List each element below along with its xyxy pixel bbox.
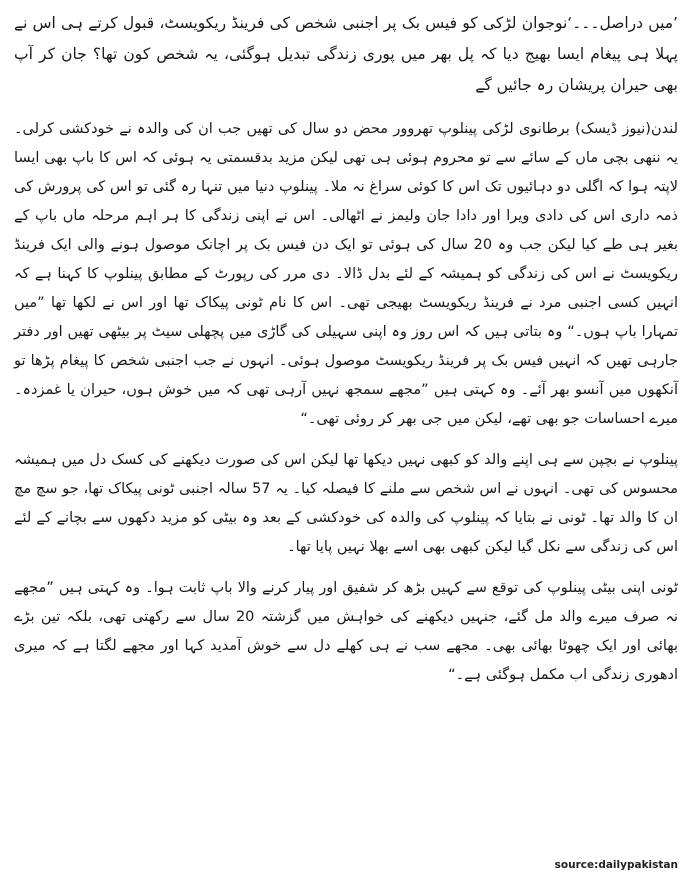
article-paragraph: ٹونی اپنی بیٹی پینلوپ کی توقع سے کہیں بڑھ کر شفیق اور پیار کرنے والا باپ ثابت ہوا۔ وہ کہتی ہیں ”مجھے نہ صرف میرے والد مل گئے، جنہیں دیکھنے کی خواہش میں گزشتہ 20 سال سے رکھتی تھی، بلکہ تین بڑے بھائی اور ایک چھوٹا بھائی بھی۔ مجھے سب نے ہی کھلے دل سے خوش آمدید کہا اور مجھے لگتا ہے کہ میری ادھوری زندگی اب مکمل ہوگئی ہے۔“ bbox=[14, 580, 679, 683]
article-paragraph: پینلوپ نے بچپن سے ہی اپنے والد کو کبھی نہیں دیکھا تھا لیکن اس کی صورت دیکھنے کی کسک دل میں ہمیشہ محسوس کی تھی۔ انہوں نے اس شخص سے ملنے کا فیصلہ کیا۔ یہ 57 سالہ اجنبی ٹونی پیکاک تھا، جو سچ مچ ان کا والد تھا۔ ٹونی نے بتایا کہ پینلوپ کی والدہ کی خودکشی کے بعد وہ بیٹی کو مزید دکھوں سے بچانے کے لئے اس کی زندگی سے نکل گیا لیکن کبھی بھی اسے بھلا نہیں پایا تھا۔ bbox=[14, 452, 678, 555]
article-intro-paragraph: ’میں دراصل۔۔۔‘نوجوان لڑکی کو فیس بک پر اجنبی شخص کی فرینڈ ریکویسٹ، قبول کرتے ہی اس نے پہلا ہی پیغام ایسا بھیج دیا کہ پل بھر میں پوری زندگی تبدیل ہوگئی، یہ شخص کون تھا؟ جان کر آپ بھی حیران پریشان رہ جائیں گے bbox=[14, 14, 678, 94]
article-paragraph: لندن(نیوز ڈیسک) برطانوی لڑکی پینلوپ تھروور محض دو سال کی تھیں جب ان کی والدہ نے خودکشی کرلی۔ یہ ننھی بچی ماں کے سائے سے تو محروم ہوئی ہی تھی لیکن مزید بدقسمتی یہ ہوئی کہ اس کا باپ بھی ایسا لاپتہ ہوا کہ اگلی دو دہائیوں تک اس کا کوئی سراغ نہ ملا۔ پینلوپ دنیا میں تنہا رہ گئی تو اس کی پرورش کی ذمہ داری اس کی دادی ویرا اور دادا جان ولیمز نے اٹھالی۔ اس نے اپنی زندگی کا ہر اہم مرحلہ ماں باپ کے بغیر ہی طے کیا لیکن جب وہ 20 سال کی ہوئی تو ایک دن فیس بک پر اچانک موصول ہونے والی ایک فرینڈ ریکویسٹ نے اس کی زندگی کو ہمیشہ کے لئے بدل ڈالا۔ دی مرر کی رپورٹ کے مطابق پینلوپ کا کہنا ہے کہ انہیں کسی اجنبی مرد نے فرینڈ ریکویسٹ بھیجی تھی۔ اس کا نام ٹونی پیکاک تھا اور اس نے لکھا تھا ”میں تمہارا باپ ہوں۔“ وہ بتاتی ہیں کہ اس روز وہ اپنی سہیلی کی گاڑی میں پچھلی سیٹ پر بیٹھی تھیں اور دفتر جارہی تھیں کہ انہیں فیس بک پر فرینڈ ریکویسٹ موصول ہوئی۔ انہوں نے جب اجنبی شخص کا پیغام پڑھا تو آنکھوں میں آنسو بھر آئے۔ وہ کہتی ہیں ”مجھے سمجھ نہیں آرہی تھی کہ میں خوش ہوں، حیران یا غمزدہ۔ میرے احساسات جو بھی تھے، لیکن میں جی بھر کر روئی تھی۔“ bbox=[14, 121, 678, 427]
source-credit: source:dailypakistan bbox=[554, 859, 678, 871]
article-body bbox=[14, 8, 678, 702]
